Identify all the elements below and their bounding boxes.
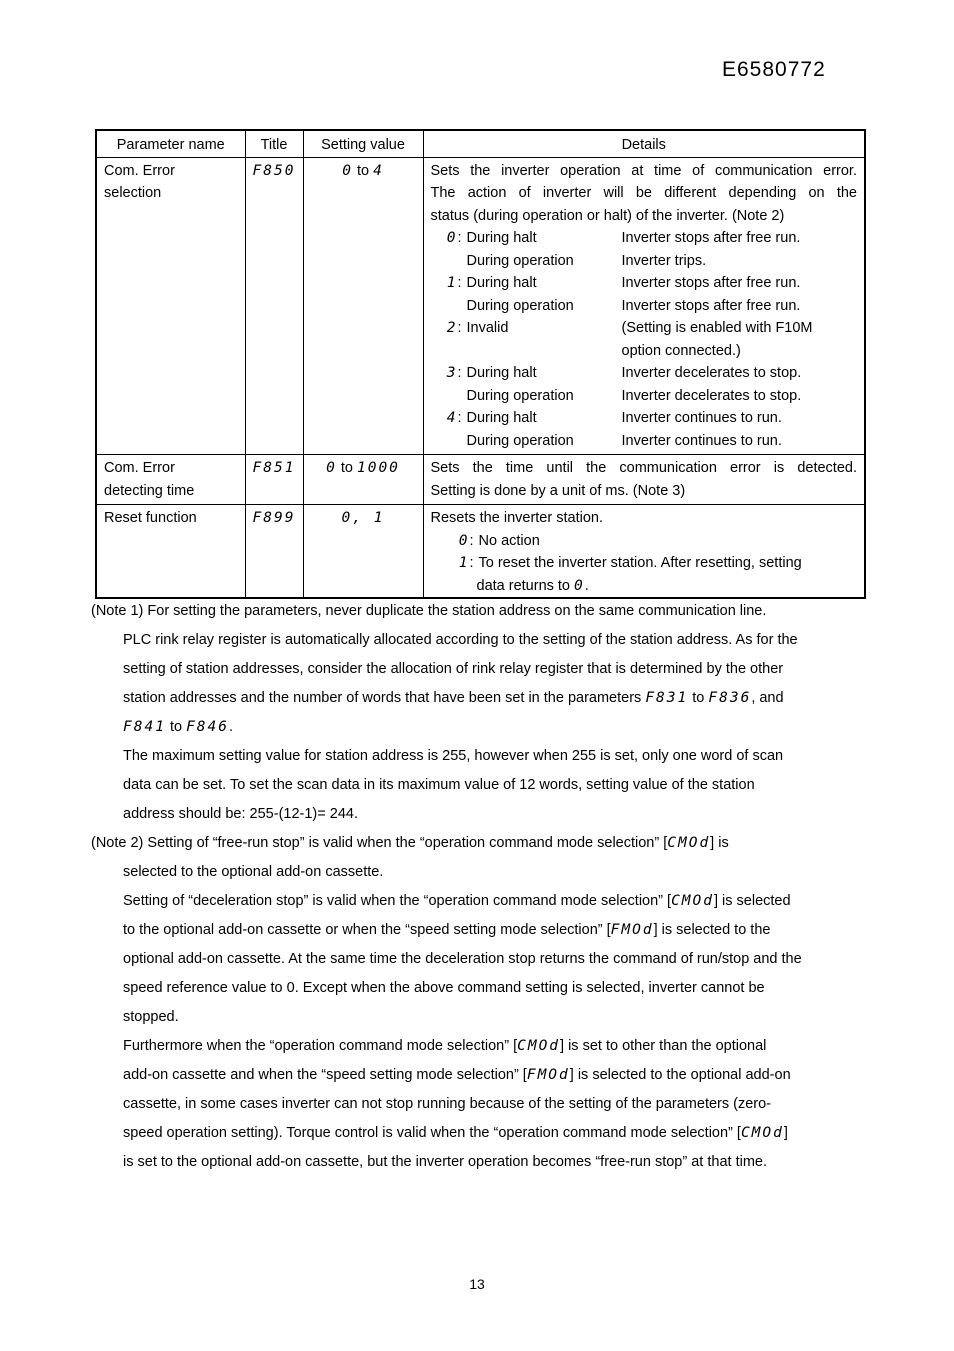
table-row <box>96 455 865 505</box>
option-action: Inverter trips. <box>621 252 707 269</box>
details-cell <box>423 157 865 455</box>
option-key: 3: <box>446 365 462 381</box>
parameter-code: F899 <box>252 510 296 526</box>
details-text: The action of inverter will be different depending on the <box>430 185 857 201</box>
option-condition: During halt <box>466 365 537 381</box>
setting-to: to <box>336 460 357 476</box>
setting-to: to <box>352 162 374 179</box>
parameter-code: CMOd <box>671 893 714 909</box>
notes-section <box>91 597 871 1177</box>
parameter-code: CMOd <box>667 835 711 851</box>
note-1: (Note 1) For setting the parameters, never duplicate the station address on the same communication line. <box>91 603 767 619</box>
details-text: Setting is done by a unit of ms. (Note 3) <box>430 482 686 499</box>
setting-min: 0 <box>342 162 353 179</box>
option-condition: During operation <box>466 432 574 449</box>
option-action: Inverter decelerates to stop. <box>621 387 802 404</box>
parameter-code: CMOd <box>517 1038 561 1054</box>
parameter-name-line: detecting time <box>104 482 195 499</box>
setting-min: 0 <box>326 460 337 476</box>
document-id: E6580772 <box>722 58 826 81</box>
title-cell <box>245 505 303 599</box>
option-text: No action <box>478 532 540 549</box>
details-cell <box>423 505 865 599</box>
option-condition: During halt <box>466 275 537 291</box>
title-cell <box>245 157 303 455</box>
note-text: F841 to F846. <box>123 719 234 735</box>
page-number: 13 <box>469 1276 485 1292</box>
option-list <box>431 530 858 598</box>
option-condition <box>467 340 622 363</box>
option-condition: Invalid <box>466 320 509 336</box>
option-key: 1: <box>446 275 462 291</box>
option-action: option connected.) <box>621 342 741 359</box>
option-key: 2: <box>446 320 462 336</box>
parameter-code: F846 <box>186 719 229 735</box>
parameter-code: FMOd <box>526 1067 570 1083</box>
parameter-name-line: Com. Error <box>104 162 175 179</box>
note-text: data can be set. To set the scan data in its maximum value of 12 words, setting value of the station <box>123 777 755 793</box>
parameter-name-line: Reset function <box>104 510 197 526</box>
option-key: 4: <box>446 410 462 426</box>
option-action: (Setting is enabled with F10M <box>621 320 813 336</box>
option-action: Inverter stops after free run. <box>621 275 801 291</box>
option-action: Inverter continues to run. <box>621 432 782 449</box>
parameter-name-line: selection <box>104 185 162 201</box>
option-key: 0: <box>446 230 462 246</box>
setting-max: 1000 <box>356 460 400 476</box>
header-parameter-name: Parameter name <box>96 130 245 157</box>
details-text: Sets the time until the communication error is detected. <box>430 460 857 476</box>
option-list <box>431 227 858 452</box>
note-text: is set to the optional add-on cassette, but the inverter operation becomes “free-run stop” at that time. <box>123 1154 767 1170</box>
parameter-name-line: Com. Error <box>104 460 175 476</box>
option-action: Inverter decelerates to stop. <box>621 365 802 381</box>
note-text: address should be: 255-(12-1)= 244. <box>123 806 358 822</box>
details-text: status (during operation or halt) of the inverter. (Note 2) <box>430 207 785 224</box>
parameter-name-cell <box>96 455 245 505</box>
header-setting-value: Setting value <box>303 130 423 157</box>
note-text: station addresses and the number of words that have been set in the parameters F831 to F836, and <box>123 690 784 706</box>
header-details: Details <box>423 130 865 157</box>
parameter-code: FMOd <box>610 922 654 938</box>
note-text: optional add-on cassette. At the same time the deceleration stop returns the command of run/stop and the <box>123 951 802 967</box>
setting-max: 4 <box>373 162 384 179</box>
note-text: Setting of “deceleration stop” is valid when the “operation command mode selection” [CMOd] is selected <box>123 893 791 909</box>
setting-value: 0, 1 <box>341 510 385 526</box>
note-text: setting of station addresses, consider the allocation of rink relay register that is determined by the other <box>123 661 784 677</box>
option-condition: During operation <box>466 252 574 269</box>
option-condition: During operation <box>466 297 574 314</box>
option-action: Inverter stops after free run. <box>621 297 801 314</box>
note-text: to the optional add-on cassette or when the “speed setting mode selection” [FMOd] is selected to the <box>123 922 771 938</box>
parameter-code: CMOd <box>740 1125 784 1141</box>
details-text: Sets the inverter operation at time of communication error. <box>430 162 857 179</box>
option-action: Inverter stops after free run. <box>621 230 801 246</box>
note-text: PLC rink relay register is automatically allocated according to the setting of the station address. As for the <box>123 632 798 648</box>
option-text: To reset the inverter station. After resetting, setting <box>478 555 802 571</box>
parameter-code: F831 <box>645 690 689 706</box>
details-text: Resets the inverter station. <box>430 510 603 526</box>
note-text: speed operation setting). Torque control is valid when the “operation command mode selection” [CMOd] <box>123 1125 788 1141</box>
parameter-name-cell <box>96 157 245 455</box>
note-text: The maximum setting value for station address is 255, however when 255 is set, only one word of scan <box>123 748 784 764</box>
table-row <box>96 157 865 455</box>
note-text: speed reference value to 0. Except when the above command setting is selected, inverter cannot be <box>123 980 765 996</box>
option-text: data returns to 0. <box>476 577 589 594</box>
parameter-code: F850 <box>252 162 296 179</box>
table-row <box>96 505 865 599</box>
setting-value-cell <box>303 505 423 599</box>
details-cell <box>423 455 865 505</box>
option-condition: During operation <box>466 387 574 404</box>
note-text: add-on cassette and when the “speed setting mode selection” [FMOd] is selected to the optional add-on <box>123 1067 791 1083</box>
parameter-code: F836 <box>708 690 752 706</box>
option-key: 0: <box>458 532 474 549</box>
title-cell <box>245 455 303 505</box>
option-condition: During halt <box>466 410 537 426</box>
note-text: cassette, in some cases inverter can not stop running because of the setting of the parameters (zero- <box>123 1096 772 1112</box>
note-text: Furthermore when the “operation command mode selection” [CMOd] is set to other than the optional <box>123 1038 767 1054</box>
parameter-code: F841 <box>123 719 166 735</box>
header-title: Title <box>245 130 303 157</box>
note-text: selected to the optional add-on cassette. <box>123 864 384 880</box>
option-condition: During halt <box>466 230 537 246</box>
table-header-row <box>96 130 865 157</box>
note-text: stopped. <box>123 1009 179 1025</box>
option-key: 1: <box>458 555 474 571</box>
setting-value-cell <box>303 157 423 455</box>
note-2: (Note 2) Setting of “free-run stop” is valid when the “operation command mode selection” [CMOd] is <box>91 835 729 851</box>
parameter-name-cell <box>96 505 245 599</box>
option-action: Inverter continues to run. <box>621 410 782 426</box>
parameter-table <box>95 129 866 599</box>
parameter-code: F851 <box>252 460 296 476</box>
setting-value-cell <box>303 455 423 505</box>
